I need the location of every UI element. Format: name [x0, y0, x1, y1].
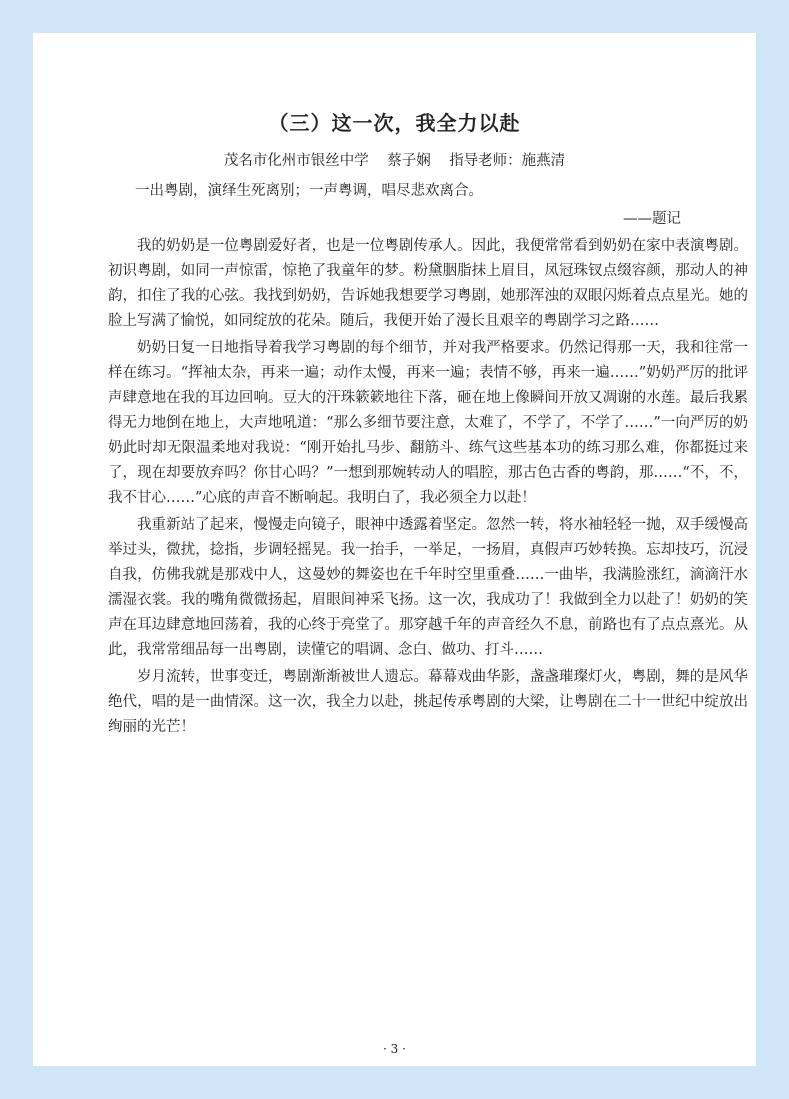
byline: [33, 149, 756, 170]
paragraph-1: 我的奶奶是一位粤剧爱好者，也是一位粤剧传承人。因此，我便常常看到奶奶在家中表演粤剧。初识粤剧，如同一声惊雷，惊艳了我童年的梦。粉黛胭脂抹上眉目，凤冠珠钗点缀容颜，那动人的神韵，扣住了我的心弦。我找到奶奶，告诉她我想要学习粤剧，她那浑浊的双眼闪烁着点点星光。她的脸上写满了愉悦，如同绽放的花朵。随后，我便开始了漫长且艰辛的粤剧学习之路……: [108, 238, 748, 329]
page-number: · 3 ·: [383, 1042, 406, 1056]
essay-title: （三）这一次，我全力以赴: [268, 111, 521, 135]
paragraph-4: 岁月流转，世事变迁，粤剧渐渐被世人遗忘。幕幕戏曲华影，盏盏璀璨灯火，粤剧，舞的是风华绝代，唱的是一曲情深。这一次，我全力以赴，挑起传承粤剧的大梁，让粤剧在二十一世纪中绽放出绚丽的光芒！: [108, 669, 748, 735]
byline-school: 茂名市化州市银丝中学: [223, 153, 369, 169]
byline-advisor: 指导老师：施燕清: [449, 153, 566, 169]
epigraph: 一出粤剧，演绎生死离别；一声粤调，唱尽悲欢离合。: [135, 183, 483, 199]
paragraph-2: 奶奶日复一日地指导着我学习粤剧的每个细节，并对我严格要求。仍然记得那一天，我和往常一样在练习。“挥袖太杂，再来一遍；动作太慢，再来一遍；表情不够，再来一遍……”奶奶严厉的批评声肆意地在我的耳边回响。豆大的汗珠簌簌地往下落，砸在地上像瞬间开放又凋谢的水莲。最后我累得无力地倒在地上，大声地吼道：“那么多细节要注意，太难了，不学了，不学了……”一向严厉的奶奶此时却无限温柔地对我说：“刚开始扎马步、翻筋斗、练气这些基本功的练习那么难，你都挺过来了，现在却要放弃吗？你甘心吗？”一想到那婉转动人的唱腔，那古色古香的粤韵，那……“不，不，我不甘心……”心底的声音不断响起。我明白了，我必须全力以赴！: [108, 340, 748, 506]
paragraph-3: 我重新站了起来，慢慢走向镜子，眼神中透露着坚定。忽然一转，将水袖轻轻一抛，双手缓慢高举过头，微扰，捻指，步调轻摇晃。我一抬手，一举足，一扬眉，真假声巧妙转换。忘却技巧，沉浸自我，仿佛我就是那戏中人，这曼妙的舞姿也在千年时空里重叠……一曲毕，我满脸涨红，滴滴汗水濡湿衣裳。我的嘴角微微扬起，眉眼间神采飞扬。这一次，我成功了！我做到全力以赴了！奶奶的笑声在耳边肆意地回荡着，我的心终于亮堂了。那穿越千年的声音经久不息，前路也有了点点熹光。从此，我常常细品每一出粤剧，读懂它的唱调、念白、做功、打斗……: [108, 517, 748, 658]
epigraph-source: ——题记: [623, 211, 681, 227]
byline-author: 蔡子娴: [387, 153, 431, 169]
essay-body: [108, 234, 748, 742]
document-page: [33, 33, 756, 1066]
